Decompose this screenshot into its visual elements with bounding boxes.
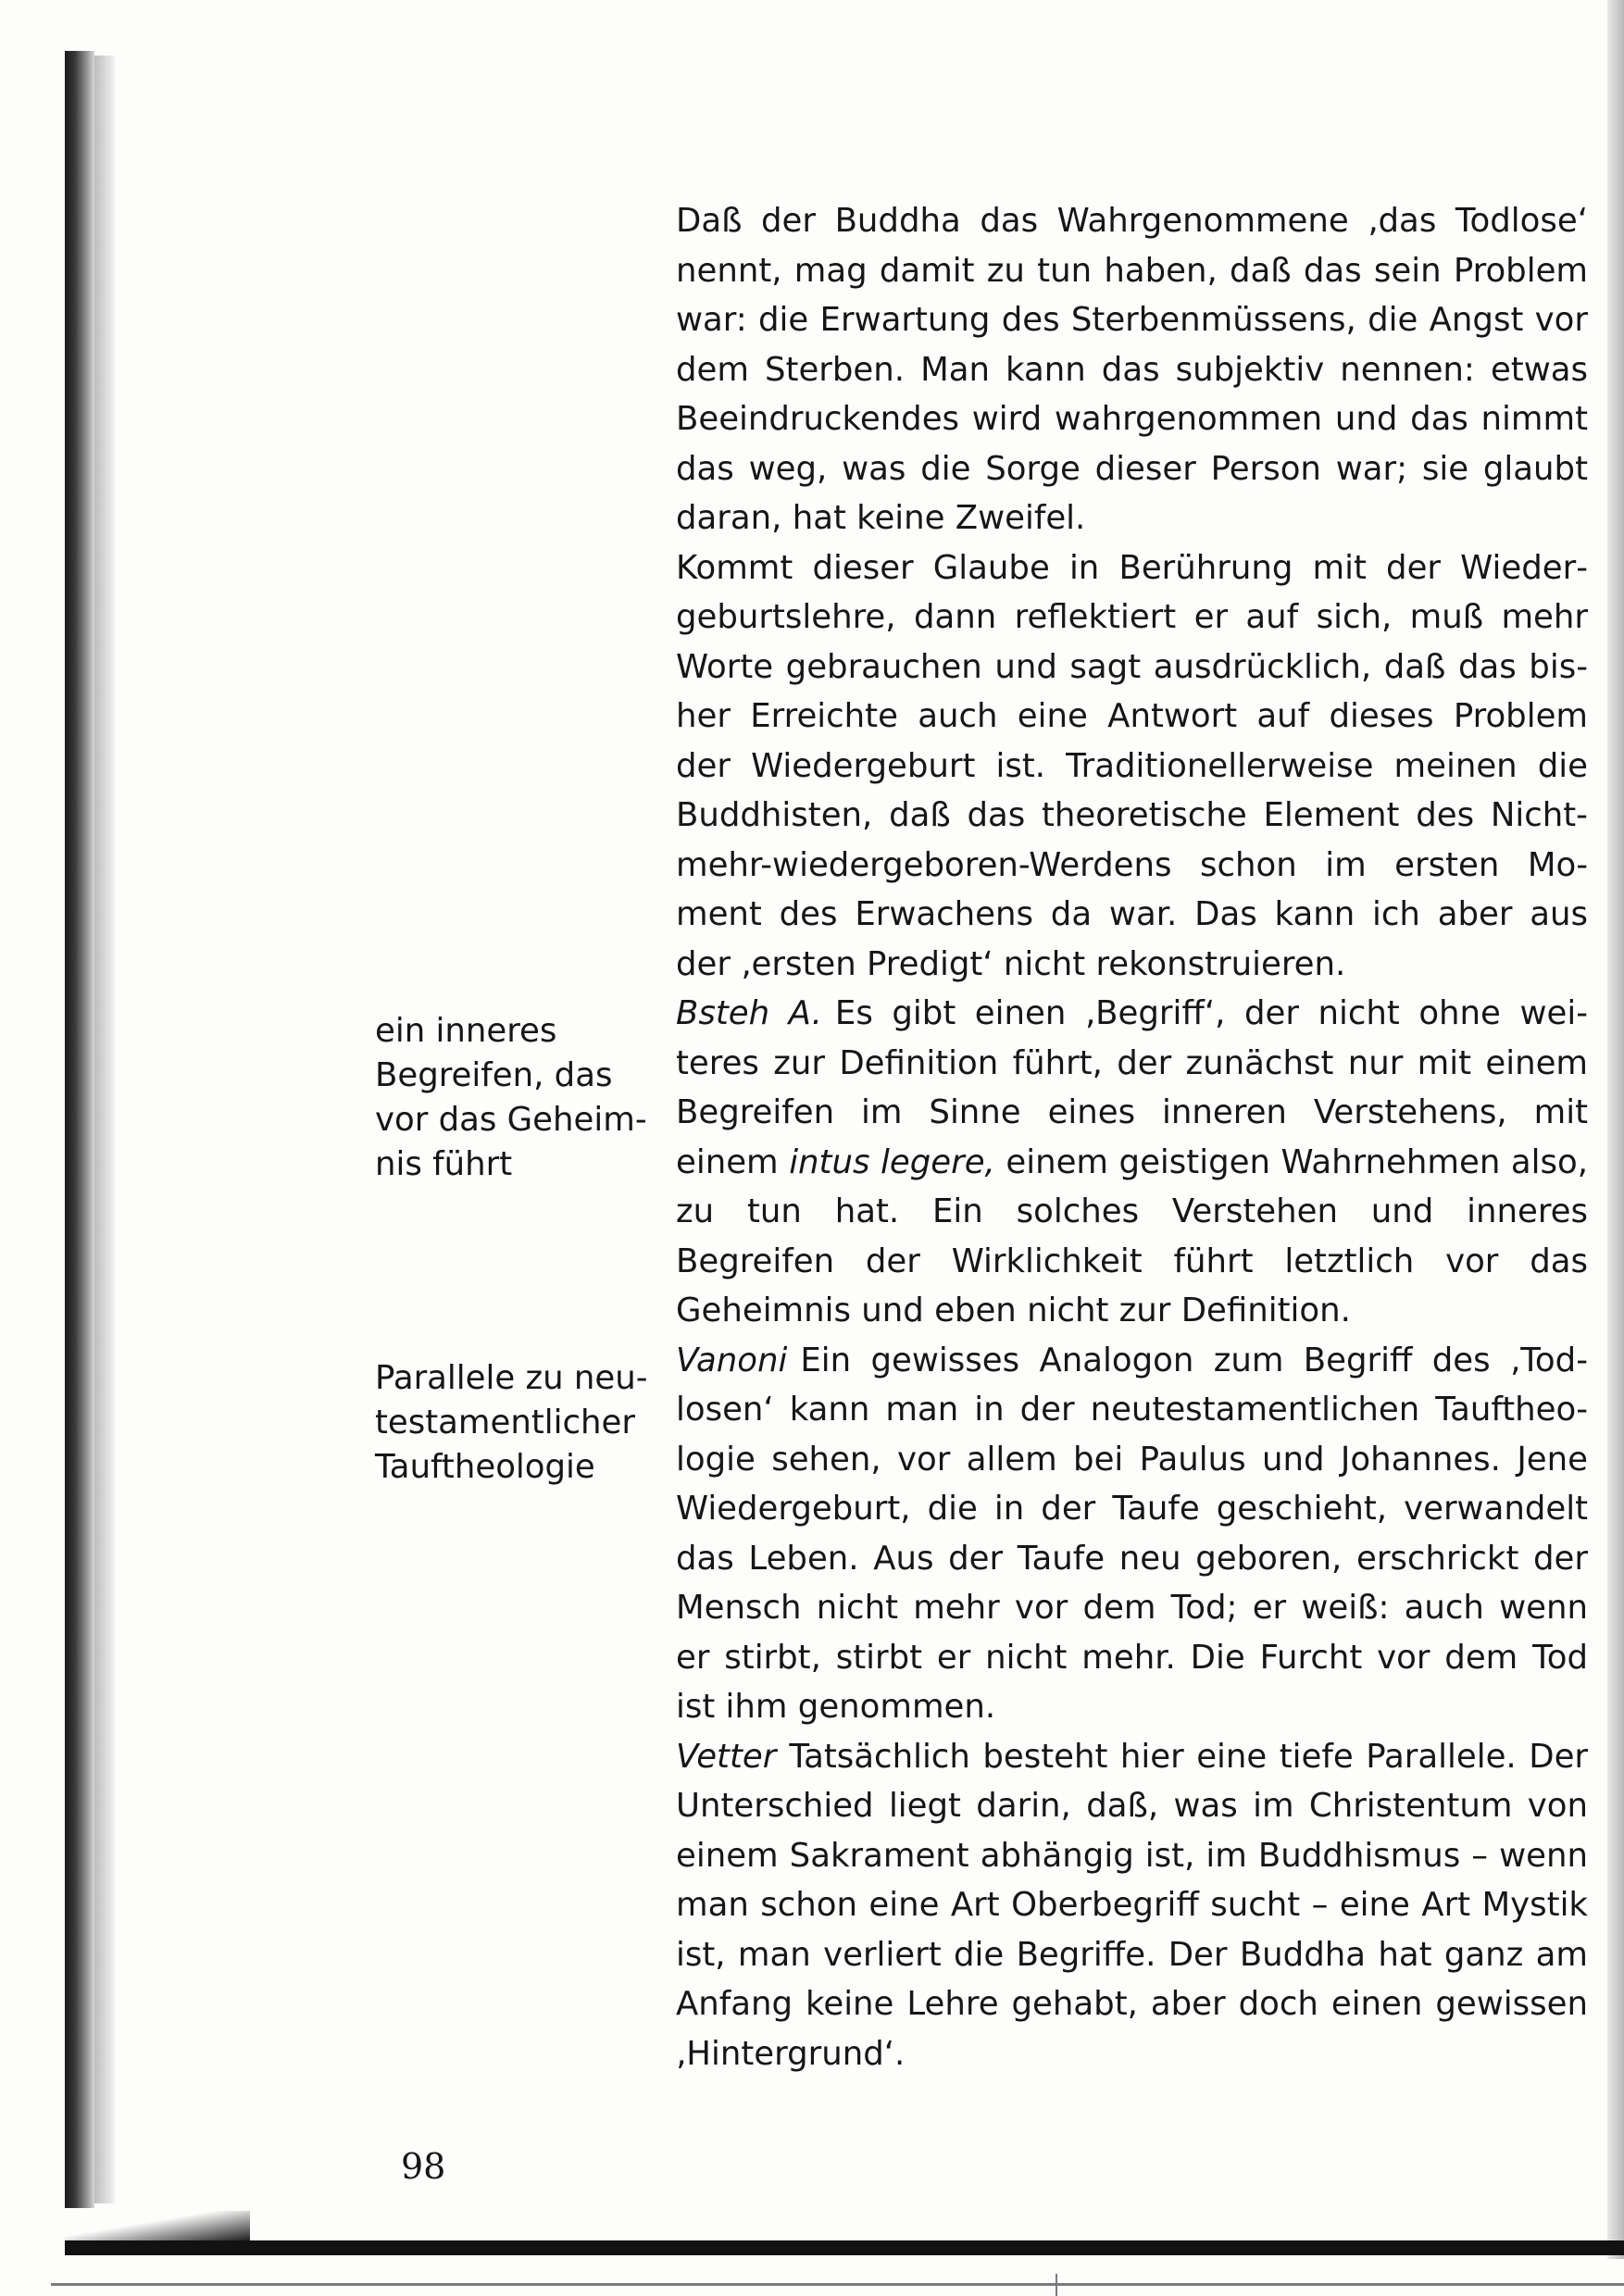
binding-shadow-inner — [94, 56, 115, 2203]
margin-note: Parallele zu neutestamentlicher Tauftheologie — [375, 1359, 648, 1486]
margin-note: ein inneres Begreifen, das vor das Geheimnis führt — [375, 1012, 647, 1183]
paragraph — [676, 1336, 1588, 1732]
speaker-name: Bsteh A. — [676, 994, 822, 1032]
scan-bottom-tick — [1056, 2274, 1057, 2296]
speaker-name: Vetter — [676, 1737, 777, 1776]
paragraph-text: einem geistigen Wahrnehmen also, zu tun hat. Ein solches Verstehen und inneres Begreifen der Wirklichkeit führt letztlich vor das Geheimnis und eben nicht zur Definition. — [676, 1142, 1588, 1329]
scan-bottom-line — [51, 2283, 1624, 2286]
paragraph — [676, 1732, 1588, 2079]
paragraph-text: Ein gewisses Analogon zum Begriff des ‚Todlosen‘ kann man in der neutestamentlichen Tauftheologie sehen, vor allem bei Paulus und Johannes. Jene Wiedergeburt, die in der Taufe geschieht, verwandelt das Leben. Aus der Taufe neu geboren, erschrickt der Mensch nicht mehr vor dem Tod; er weiß: auch wenn er stirbt, stirbt er nicht mehr. Die Furcht vor dem Tod ist ihm genommen. — [676, 1341, 1588, 1726]
paragraph-text: Tatsächlich besteht hier eine tiefe Parallele. Der Unterschied liegt darin, daß, was im Christentum von einem Sakrament abhängig ist, im Buddhismus – wenn man schon eine Art Oberbegriff sucht – eine Art Mystik ist, man verliert die Begriffe. Der Buddha hat ganz am Anfang keine Lehre gehabt, aber doch einen gewissen ‚Hintergrund‘. — [676, 1737, 1588, 2073]
binding-shadow — [65, 51, 94, 2208]
paragraph: Daß der Buddha das Wahrgenommene ‚das Todlose‘ nennt, mag damit zu tun haben, daß das sein Problem war: die Erwartung des Sterbenmüssens, die Angst vor dem Sterben. Man kann das subjektiv nennen: etwas Beeindruckendes wird wahrgenommen und das nimmt das weg, was die Sorge dieser Person war; sie glaubt daran, hat keine Zweifel. — [676, 202, 1588, 537]
speaker-name: Vanoni — [676, 1341, 788, 1379]
page-number: 98 — [401, 2146, 446, 2187]
page-curl-shadow — [65, 2211, 250, 2242]
paragraph: Kommt dieser Glaube in Berührung mit der Wiedergeburtslehre, dann reflektiert er auf sich, muß mehr Worte gebrauchen und sagt ausdrücklich, daß das bisher Erreichte auch eine Antwort auf dieses Problem der Wiedergeburt ist. Traditionellerweise meinen die Buddhisten, daß das theoretische Element des Nicht-mehr-wiedergeboren-Werdens schon im ersten Moment des Erwachens da war. Das kann ich aber aus der ‚ersten Predigt‘ nicht rekonstruieren. — [676, 548, 1588, 983]
paragraph-text: Es gibt einen ‚Begriff‘, der nicht ohne weiteres zur Definition führt, der zunächst nur mit einem Begreifen im Sinne eines inneren Verstehens, mit einem — [676, 994, 1588, 1181]
main-text-column — [676, 196, 1588, 2078]
scan-bottom-bar — [65, 2240, 1624, 2255]
latin-phrase: intus legere, — [789, 1142, 995, 1181]
page-edge-shadow — [1607, 0, 1624, 2259]
paragraph — [676, 989, 1588, 1336]
